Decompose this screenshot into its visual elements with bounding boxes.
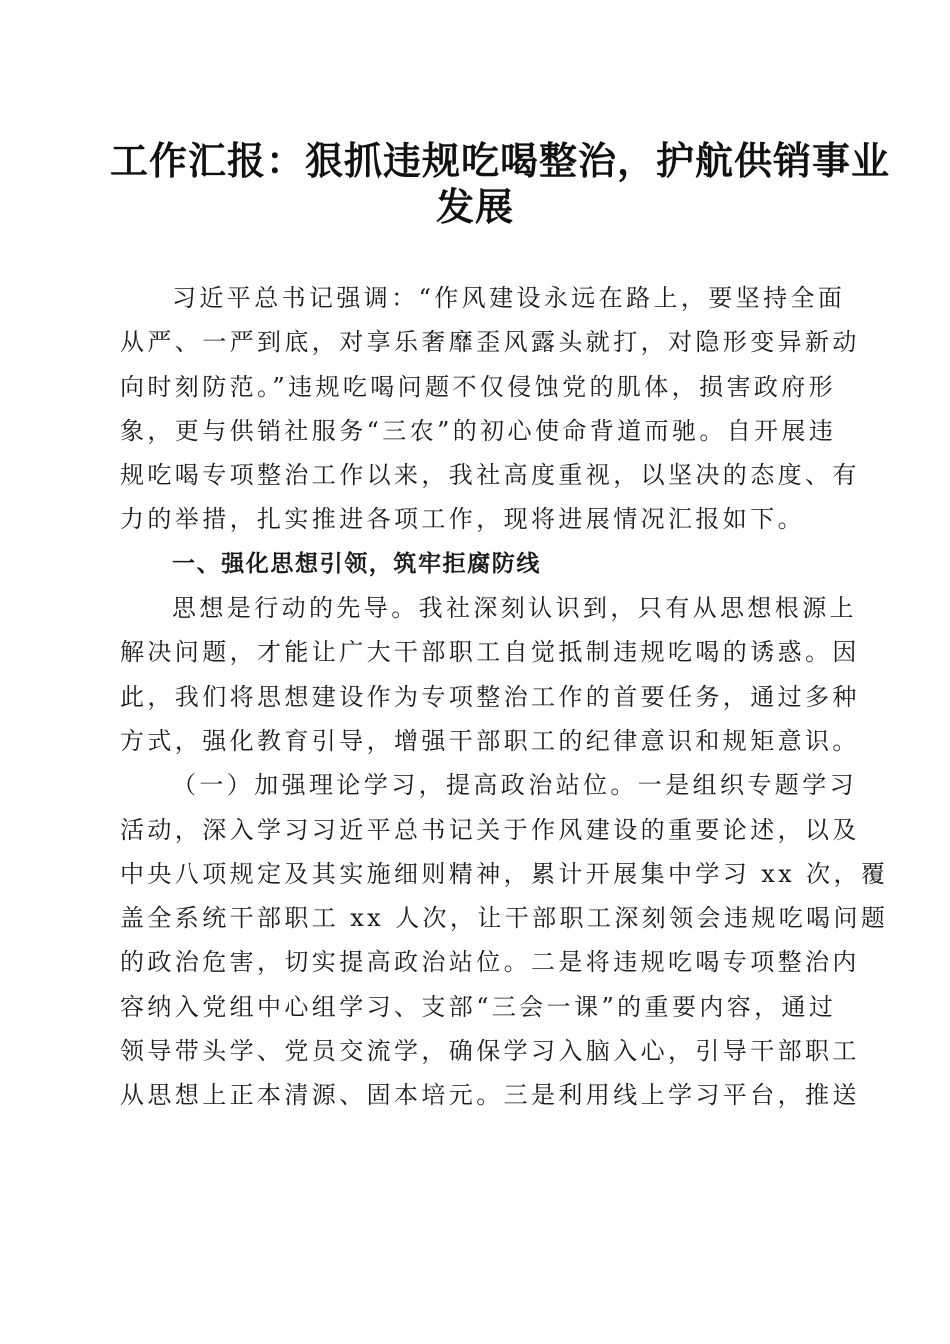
text-line: 中央八项规定及其实施细则精神，累计开展集中学习 xx 次，覆 xyxy=(120,859,889,888)
text-line: 盖全系统干部职工 xx 人次，让干部职工深刻领会违规吃喝问题 xyxy=(120,904,889,933)
text-line: 力的举措，扎实推进各项工作，现将进展情况汇报如下。 xyxy=(120,505,805,534)
intro-paragraph xyxy=(120,276,860,542)
text-line: 规吃喝专项整治工作以来，我社高度重视，以坚决的态度、有 xyxy=(120,461,860,490)
text-line: 从严、一严到底，对享乐奢靡歪风露头就打，对隐形变异新动 xyxy=(120,328,860,357)
text-line: 容纳入党组中心组学习、支部“三会一课”的重要内容，通过 xyxy=(120,992,837,1021)
section-paragraph xyxy=(120,586,860,763)
text-line: 此，我们将思想建设作为专项整治工作的首要任务，通过多种 xyxy=(120,682,860,711)
text-line: 从思想上正本清源、固本培元。三是利用线上学习平台，推送 xyxy=(120,1081,860,1110)
text-line: 象，更与供销社服务“三农”的初心使命背道而驰。自开展违 xyxy=(120,416,837,445)
document-title xyxy=(110,138,891,230)
text-line: 领导带头学、党员交流学，确保学习入脑入心，引导干部职工 xyxy=(120,1037,860,1066)
text-line: 思想是行动的先导。我社深刻认识到，只有从思想根源上 xyxy=(172,594,857,623)
section-heading: 一、强化思想引领，筑牢拒腐防线 xyxy=(172,550,541,577)
text-line: 的政治危害，切实提高政治站位。二是将违规吃喝专项整治内 xyxy=(120,948,860,977)
text-line: 方式，强化教育引导，增强干部职工的纪律意识和规矩意识。 xyxy=(120,726,860,755)
document-body xyxy=(120,276,889,1118)
subsection-paragraph xyxy=(120,763,889,1117)
text-line: 解决问题，才能让广大干部职工自觉抵制违规吃喝的诱惑。因 xyxy=(120,638,860,667)
text-line: 向时刻防范。”违规吃喝问题不仅侵蚀党的肌体，损害政府形 xyxy=(120,372,837,401)
title-line-2: 发展 xyxy=(435,184,514,229)
text-line: 习近平总书记强调：“作风建设永远在路上，要坚持全面 xyxy=(172,284,846,312)
text-line: （一）加强理论学习，提高政治站位。一是组织专题学习 xyxy=(172,771,857,800)
text-line: 活动，深入学习习近平总书记关于作风建设的重要论述，以及 xyxy=(120,815,860,844)
title-line-1: 工作汇报：狠抓违规吃喝整治，护航供销事业 xyxy=(110,138,891,183)
